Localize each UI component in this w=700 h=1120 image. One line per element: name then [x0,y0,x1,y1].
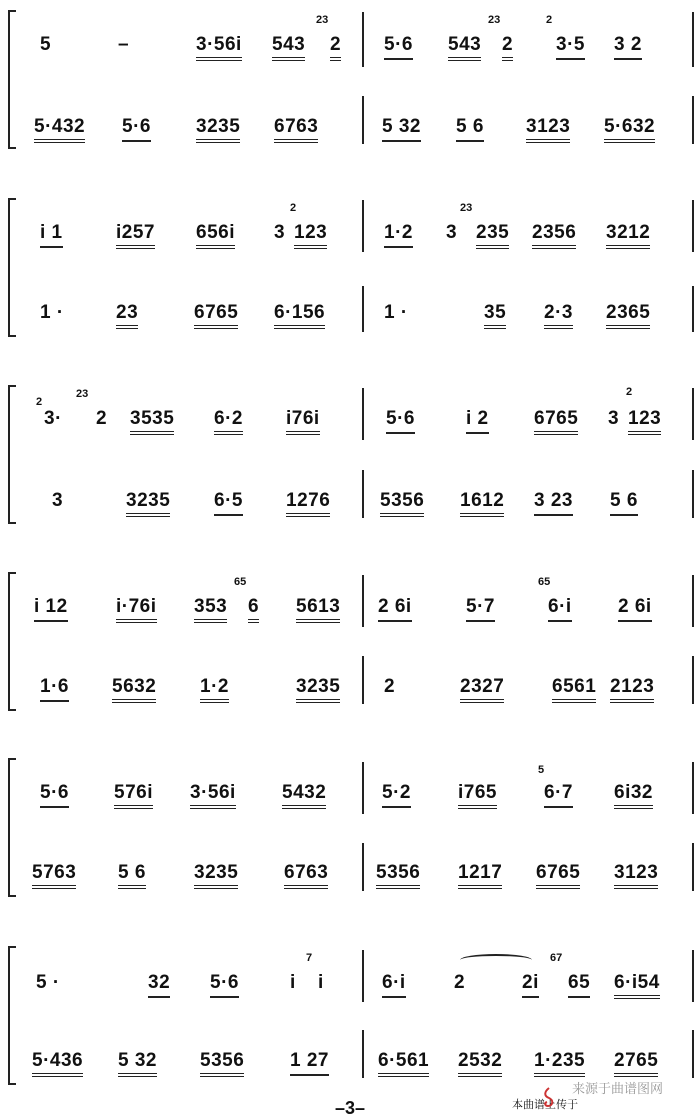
note-group: 5·6 [40,782,69,808]
note-group: 6763 [274,116,318,143]
grace-note: 65 [234,576,247,588]
note-group: 5·6 [122,116,151,142]
note-group: 1·6 [40,676,69,702]
note-group: 123 [294,222,327,249]
note-group: 6561 [552,676,596,703]
note-group: 5632 [112,676,156,703]
barline [362,388,364,440]
note-group: 5·432 [34,116,85,143]
end-barline [692,1030,694,1078]
grace-note: 7 [306,952,313,964]
note-group: i765 [458,782,497,809]
note-group: 6765 [536,862,580,889]
note-group: 123 [628,408,661,435]
end-barline [692,470,694,518]
note-group: 1612 [460,490,504,517]
note-group: 3235 [296,676,340,703]
note-group: 1 27 [290,1050,329,1076]
note-group: i76i [286,408,320,435]
note-group: 6·7 [544,782,573,808]
note-group: 3 [446,222,458,243]
note-group: 3 [52,490,64,511]
note-group: i [290,972,296,993]
note-group: 2123 [610,676,654,703]
note-group: 2 [502,34,513,61]
note-group: 6i32 [614,782,653,809]
grace-note: 5 [538,764,545,776]
note-group: 35 [484,302,506,329]
note-group: 3 2 [614,34,642,60]
note-group: 5 [40,34,52,55]
note-group: 32 [148,972,170,998]
note-group: 6 [248,596,259,623]
barline [362,12,364,67]
system-brace [8,198,16,337]
grace-note: 2 [626,386,633,398]
note-group: 1 · [384,302,408,323]
footnote: 本曲谱上传于 [512,1099,578,1111]
note-group: 3235 [194,862,238,889]
note-group: 5·6 [384,34,413,60]
note-group: 3 [608,408,620,429]
note-group: i·76i [116,596,157,623]
note-group: 576i [114,782,153,809]
note-group: 5 32 [382,116,421,142]
end-barline [692,950,694,1002]
note-group: 1·2 [384,222,413,248]
grace-note: 2 [290,202,297,214]
note-group: 3·56i [190,782,236,809]
end-barline [692,12,694,67]
grace-note: 23 [316,14,329,26]
watermark: 来源于曲谱图网 [572,1081,664,1096]
note-group: 6765 [534,408,578,435]
note-group: 1217 [458,862,502,889]
end-barline [692,656,694,704]
end-barline [692,575,694,627]
note-group: 543 [448,34,481,61]
note-group: 5·436 [32,1050,83,1077]
note-group: 1·235 [534,1050,585,1077]
note-group: i 12 [34,596,68,622]
note-group: 5·6 [386,408,415,434]
note-group: 6·i [548,596,572,622]
note-group: 6·i54 [614,972,660,999]
treble-clef-logo-icon [540,1086,558,1108]
barline [362,843,364,891]
note-group: 6763 [284,862,328,889]
page-number: –3– [334,1098,366,1118]
note-group: 2327 [460,676,504,703]
note-group: 6·i [382,972,406,998]
note-group: 353 [194,596,227,623]
note-group: 3 23 [534,490,573,516]
barline [362,96,364,144]
barline [362,575,364,627]
note-group: 5613 [296,596,340,623]
note-group: 2i [522,972,539,998]
note-group: 6765 [194,302,238,329]
note-group: – [118,34,130,55]
note-group: 2·3 [544,302,573,329]
note-group: 3123 [614,862,658,889]
note-group: 3235 [126,490,170,517]
note-group: 2356 [532,222,576,249]
note-group: 3 [274,222,286,243]
system-brace [8,10,16,149]
barline [362,200,364,252]
note-group: 5·632 [604,116,655,143]
grace-note: 23 [488,14,501,26]
note-group: 5356 [380,490,424,517]
grace-note: 67 [550,952,563,964]
note-group: 65 [568,972,590,998]
system-brace [8,758,16,897]
note-group: 2 [330,34,341,61]
grace-note: 23 [460,202,473,214]
note-group: 543 [272,34,305,61]
end-barline [692,762,694,814]
note-group: 5 32 [118,1050,157,1077]
grace-note: 23 [76,388,89,400]
note-group: 2765 [614,1050,658,1077]
barline [362,950,364,1002]
end-barline [692,843,694,891]
note-group: 5·7 [466,596,495,622]
note-group: 1276 [286,490,330,517]
note-group: i257 [116,222,155,249]
note-group: 2365 [606,302,650,329]
note-group: 5763 [32,862,76,889]
note-group: 3235 [196,116,240,143]
note-group: 6·2 [214,408,243,435]
barline [362,286,364,332]
note-group: 5432 [282,782,326,809]
note-group: 2 6i [618,596,652,622]
end-barline [692,96,694,144]
note-group: 6·156 [274,302,325,329]
note-group: 3· [44,408,62,429]
note-group: 3·5 [556,34,585,60]
grace-note: 2 [36,396,43,408]
note-group: 3212 [606,222,650,249]
note-group: 3123 [526,116,570,143]
note-group: 23 [116,302,138,329]
note-group: 5 6 [456,116,484,142]
note-group: 5·6 [210,972,239,998]
note-group: 5 6 [118,862,146,889]
barline [362,656,364,704]
end-barline [692,200,694,252]
barline [362,762,364,814]
barline [362,470,364,518]
slur [460,954,532,966]
note-group: 235 [476,222,509,249]
note-group: 6·561 [378,1050,429,1077]
note-group: 5356 [200,1050,244,1077]
note-group: 2532 [458,1050,502,1077]
note-group: 656i [196,222,235,249]
system-brace [8,385,16,524]
system-brace [8,946,16,1085]
grace-note: 2 [546,14,553,26]
grace-note: 65 [538,576,551,588]
note-group: 3535 [130,408,174,435]
note-group: 5 6 [610,490,638,516]
note-group: i 2 [466,408,489,434]
note-group: 1 · [40,302,64,323]
note-group: 2 6i [378,596,412,622]
note-group: 2 [454,972,466,993]
system-brace [8,572,16,711]
note-group: 5 · [36,972,60,993]
note-group: 2 [384,676,396,697]
end-barline [692,388,694,440]
barline [362,1030,364,1078]
note-group: 2 [96,408,108,429]
end-barline [692,286,694,332]
note-group: i [318,972,324,993]
note-group: 6·5 [214,490,243,516]
note-group: 3·56i [196,34,242,61]
note-group: 1·2 [200,676,229,703]
note-group: 5356 [376,862,420,889]
note-group: i 1 [40,222,63,248]
note-group: 5·2 [382,782,411,808]
